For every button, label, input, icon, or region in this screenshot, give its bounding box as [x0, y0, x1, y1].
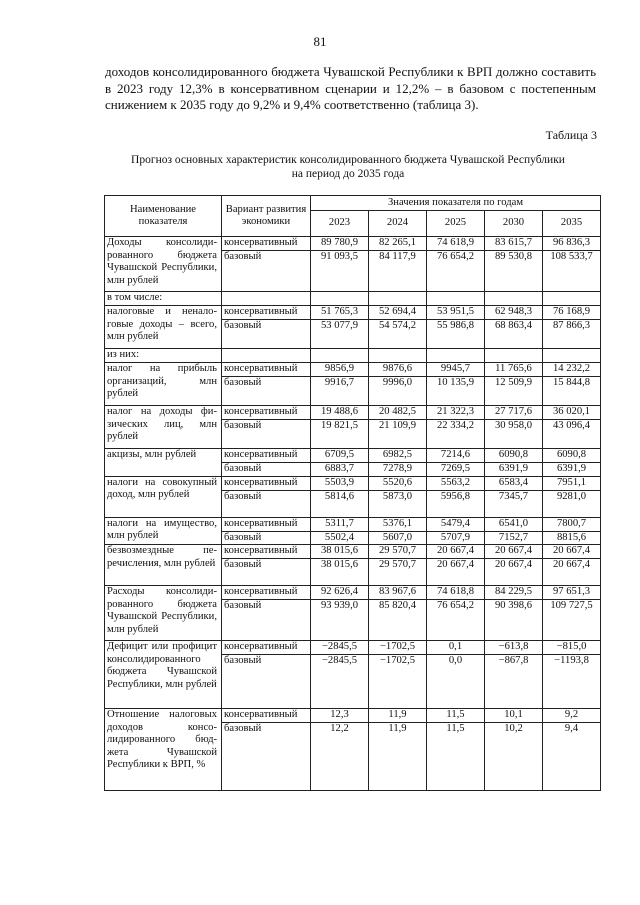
value-cell: 27 717,6 [485, 406, 543, 420]
value-cell: 5563,2 [427, 476, 485, 490]
value-cell: 20 667,4 [485, 545, 543, 559]
scenario-cell: базовый [222, 531, 311, 545]
value-cell: 96 836,3 [543, 237, 601, 251]
value-cell: 0,1 [427, 641, 485, 655]
value-cell: 11,9 [369, 723, 427, 791]
value-cell: 82 265,1 [369, 237, 427, 251]
scenario-cell: консервативный [222, 586, 311, 600]
value-cell: 20 667,4 [543, 545, 601, 559]
table-row [105, 406, 601, 420]
value-cell: 5607,0 [369, 531, 427, 545]
intro-paragraph: доходов консолидированного бюджета Чувашской Республики к ВРП должно составить в 2023 году 12,3% в консервативном сценарии и 12,2% – в базовом с постепенным снижением к 2035 году до 9,2% и 9,4% соответственно (таблица 3). [105, 64, 596, 112]
value-cell: 89 780,9 [311, 237, 369, 251]
scenario-cell: базовый [222, 320, 311, 349]
value-cell: 14 232,2 [543, 363, 601, 377]
header-year: 2030 [485, 211, 543, 237]
value-cell: 6090,8 [543, 449, 601, 463]
value-cell: 5956,8 [427, 490, 485, 517]
scenario-cell: консервативный [222, 641, 311, 655]
value-cell: 9916,7 [311, 377, 369, 406]
empty-cell [427, 349, 485, 363]
value-cell: −1702,5 [369, 641, 427, 655]
scenario-cell: базовый [222, 723, 311, 791]
value-cell: 9945,7 [427, 363, 485, 377]
value-cell: 6391,9 [543, 463, 601, 477]
empty-cell [311, 349, 369, 363]
page-number: 81 [313, 34, 327, 49]
empty-cell [222, 292, 311, 306]
value-cell: 5707,9 [427, 531, 485, 545]
indicator-name: налог на доходы физических лиц, млн рублей [105, 406, 222, 449]
value-cell: 87 866,3 [543, 320, 601, 349]
empty-cell [369, 349, 427, 363]
value-cell: 53 951,5 [427, 306, 485, 320]
header-year: 2035 [543, 211, 601, 237]
table-caption [100, 153, 596, 181]
value-cell: 85 820,4 [369, 600, 427, 641]
value-cell: 5376,1 [369, 517, 427, 531]
indicator-name: налоги на имущество, млн рублей [105, 517, 222, 545]
value-cell: 9876,6 [369, 363, 427, 377]
value-cell: 19 821,5 [311, 420, 369, 449]
value-cell: 11,9 [369, 709, 427, 723]
value-cell: 20 667,4 [427, 559, 485, 586]
scenario-cell: консервативный [222, 517, 311, 531]
empty-cell [369, 292, 427, 306]
value-cell: 6982,5 [369, 449, 427, 463]
table-label: Таблица 3 [545, 128, 597, 142]
indicator-name: налоги на совокупный доход, млн рублей [105, 476, 222, 517]
header-name: Наименование показателя [105, 196, 222, 237]
value-cell: 6391,9 [485, 463, 543, 477]
value-cell: 83 615,7 [485, 237, 543, 251]
table-row [105, 641, 601, 655]
table-row [105, 306, 601, 320]
scenario-cell: консервативный [222, 476, 311, 490]
scenario-cell: базовый [222, 490, 311, 517]
value-cell: 53 077,9 [311, 320, 369, 349]
value-cell: 5814,6 [311, 490, 369, 517]
value-cell: 12,2 [311, 723, 369, 791]
value-cell: 7214,6 [427, 449, 485, 463]
value-cell: 6709,5 [311, 449, 369, 463]
value-cell: −2845,5 [311, 655, 369, 709]
value-cell: 7951,1 [543, 476, 601, 490]
value-cell: 20 482,5 [369, 406, 427, 420]
value-cell: 15 844,8 [543, 377, 601, 406]
value-cell: 9,2 [543, 709, 601, 723]
scenario-cell: консервативный [222, 545, 311, 559]
value-cell: 7152,7 [485, 531, 543, 545]
value-cell: 43 096,4 [543, 420, 601, 449]
value-cell: 76 168,9 [543, 306, 601, 320]
header-year: 2023 [311, 211, 369, 237]
value-cell: 29 570,7 [369, 559, 427, 586]
value-cell: 74 618,9 [427, 237, 485, 251]
scenario-cell: базовый [222, 377, 311, 406]
forecast-table [104, 195, 601, 791]
value-cell: −1193,8 [543, 655, 601, 709]
value-cell: 10,2 [485, 723, 543, 791]
value-cell: 20 667,4 [543, 559, 601, 586]
table-row [105, 363, 601, 377]
value-cell: 68 863,4 [485, 320, 543, 349]
indicator-name: безвозмездные перечисления, млн рублей [105, 545, 222, 586]
value-cell: 10 135,9 [427, 377, 485, 406]
caption-line: на период до 2035 года [291, 168, 405, 180]
indicator-name: Дефицит или профицит консолидированного бюджета Чувашской Республики, млн рублей [105, 641, 222, 709]
scenario-cell: базовый [222, 251, 311, 292]
value-cell: 11,5 [427, 723, 485, 791]
empty-cell [485, 349, 543, 363]
empty-cell [543, 292, 601, 306]
value-cell: 52 694,4 [369, 306, 427, 320]
section-row [105, 292, 601, 306]
value-cell: 36 020,1 [543, 406, 601, 420]
header-values-by-year: Значения показателя по годам [311, 196, 601, 211]
value-cell: 12 509,9 [485, 377, 543, 406]
scenario-cell: базовый [222, 655, 311, 709]
table-row [105, 449, 601, 463]
value-cell: 22 334,2 [427, 420, 485, 449]
value-cell: 90 398,6 [485, 600, 543, 641]
table-body [105, 237, 601, 791]
value-cell: 83 967,6 [369, 586, 427, 600]
value-cell: 6883,7 [311, 463, 369, 477]
scenario-cell: консервативный [222, 709, 311, 723]
value-cell: 109 727,5 [543, 600, 601, 641]
value-cell: 6583,4 [485, 476, 543, 490]
value-cell: 5503,9 [311, 476, 369, 490]
value-cell: 76 654,2 [427, 600, 485, 641]
value-cell: −613,8 [485, 641, 543, 655]
value-cell: 97 651,3 [543, 586, 601, 600]
empty-cell [427, 292, 485, 306]
empty-cell [311, 292, 369, 306]
value-cell: 6541,0 [485, 517, 543, 531]
value-cell: 108 533,7 [543, 251, 601, 292]
table-row [105, 237, 601, 251]
value-cell: 21 109,9 [369, 420, 427, 449]
empty-cell [543, 349, 601, 363]
section-label: в том числе: [105, 292, 222, 306]
value-cell: 12,3 [311, 709, 369, 723]
header-year: 2024 [369, 211, 427, 237]
value-cell: 74 618,8 [427, 586, 485, 600]
indicator-name: Доходы консолидированного бюджета Чувашской Республики, млн рублей [105, 237, 222, 292]
value-cell: 11,5 [427, 709, 485, 723]
value-cell: 20 667,4 [485, 559, 543, 586]
value-cell: 54 574,2 [369, 320, 427, 349]
indicator-name: Отношение налоговых доходов консолидированного бюджета Чувашской Республики к ВРП, % [105, 709, 222, 791]
value-cell: 91 093,5 [311, 251, 369, 292]
value-cell: 5479,4 [427, 517, 485, 531]
table-row [105, 476, 601, 490]
value-cell: 8815,6 [543, 531, 601, 545]
value-cell: 5873,0 [369, 490, 427, 517]
scenario-cell: консервативный [222, 237, 311, 251]
scenario-cell: базовый [222, 600, 311, 641]
value-cell: 84 117,9 [369, 251, 427, 292]
value-cell: 6090,8 [485, 449, 543, 463]
indicator-name: налоговые и неналоговые доходы – всего, млн рублей [105, 306, 222, 349]
indicator-name: Расходы консолидированного бюджета Чувашской Республики, млн рублей [105, 586, 222, 641]
table-row [105, 545, 601, 559]
value-cell: 7800,7 [543, 517, 601, 531]
header-variant: Вариант развития экономики [222, 196, 311, 237]
scenario-cell: базовый [222, 559, 311, 586]
value-cell: 93 939,0 [311, 600, 369, 641]
value-cell: 38 015,6 [311, 545, 369, 559]
value-cell: 5311,7 [311, 517, 369, 531]
value-cell: 7345,7 [485, 490, 543, 517]
scenario-cell: консервативный [222, 306, 311, 320]
value-cell: 5502,4 [311, 531, 369, 545]
caption-line: Прогноз основных характеристик консолидированного бюджета Чувашской Республики [131, 154, 565, 166]
value-cell: 20 667,4 [427, 545, 485, 559]
value-cell: 76 654,2 [427, 251, 485, 292]
value-cell: 38 015,6 [311, 559, 369, 586]
section-label: из них: [105, 349, 222, 363]
value-cell: 55 986,8 [427, 320, 485, 349]
table-row [105, 517, 601, 531]
value-cell: 7269,5 [427, 463, 485, 477]
scenario-cell: консервативный [222, 449, 311, 463]
value-cell: 51 765,3 [311, 306, 369, 320]
value-cell: 9856,9 [311, 363, 369, 377]
value-cell: 9,4 [543, 723, 601, 791]
value-cell: 5520,6 [369, 476, 427, 490]
table-row [105, 586, 601, 600]
value-cell: 21 322,3 [427, 406, 485, 420]
value-cell: 9996,0 [369, 377, 427, 406]
value-cell: 19 488,6 [311, 406, 369, 420]
scenario-cell: базовый [222, 463, 311, 477]
value-cell: −1702,5 [369, 655, 427, 709]
header-year: 2025 [427, 211, 485, 237]
empty-cell [485, 292, 543, 306]
value-cell: 84 229,5 [485, 586, 543, 600]
scenario-cell: базовый [222, 420, 311, 449]
indicator-name: налог на прибыль организаций, млн рублей [105, 363, 222, 406]
value-cell: 9281,0 [543, 490, 601, 517]
value-cell: 10,1 [485, 709, 543, 723]
indicator-name: акцизы, млн рублей [105, 449, 222, 477]
value-cell: 92 626,4 [311, 586, 369, 600]
table-row [105, 709, 601, 723]
section-row [105, 349, 601, 363]
scenario-cell: консервативный [222, 406, 311, 420]
value-cell: −815,0 [543, 641, 601, 655]
value-cell: 11 765,6 [485, 363, 543, 377]
value-cell: 29 570,7 [369, 545, 427, 559]
scenario-cell: консервативный [222, 363, 311, 377]
value-cell: 62 948,3 [485, 306, 543, 320]
value-cell: −867,8 [485, 655, 543, 709]
value-cell: 7278,9 [369, 463, 427, 477]
value-cell: 30 958,0 [485, 420, 543, 449]
empty-cell [222, 349, 311, 363]
value-cell: 89 530,8 [485, 251, 543, 292]
value-cell: −2845,5 [311, 641, 369, 655]
value-cell: 0,0 [427, 655, 485, 709]
